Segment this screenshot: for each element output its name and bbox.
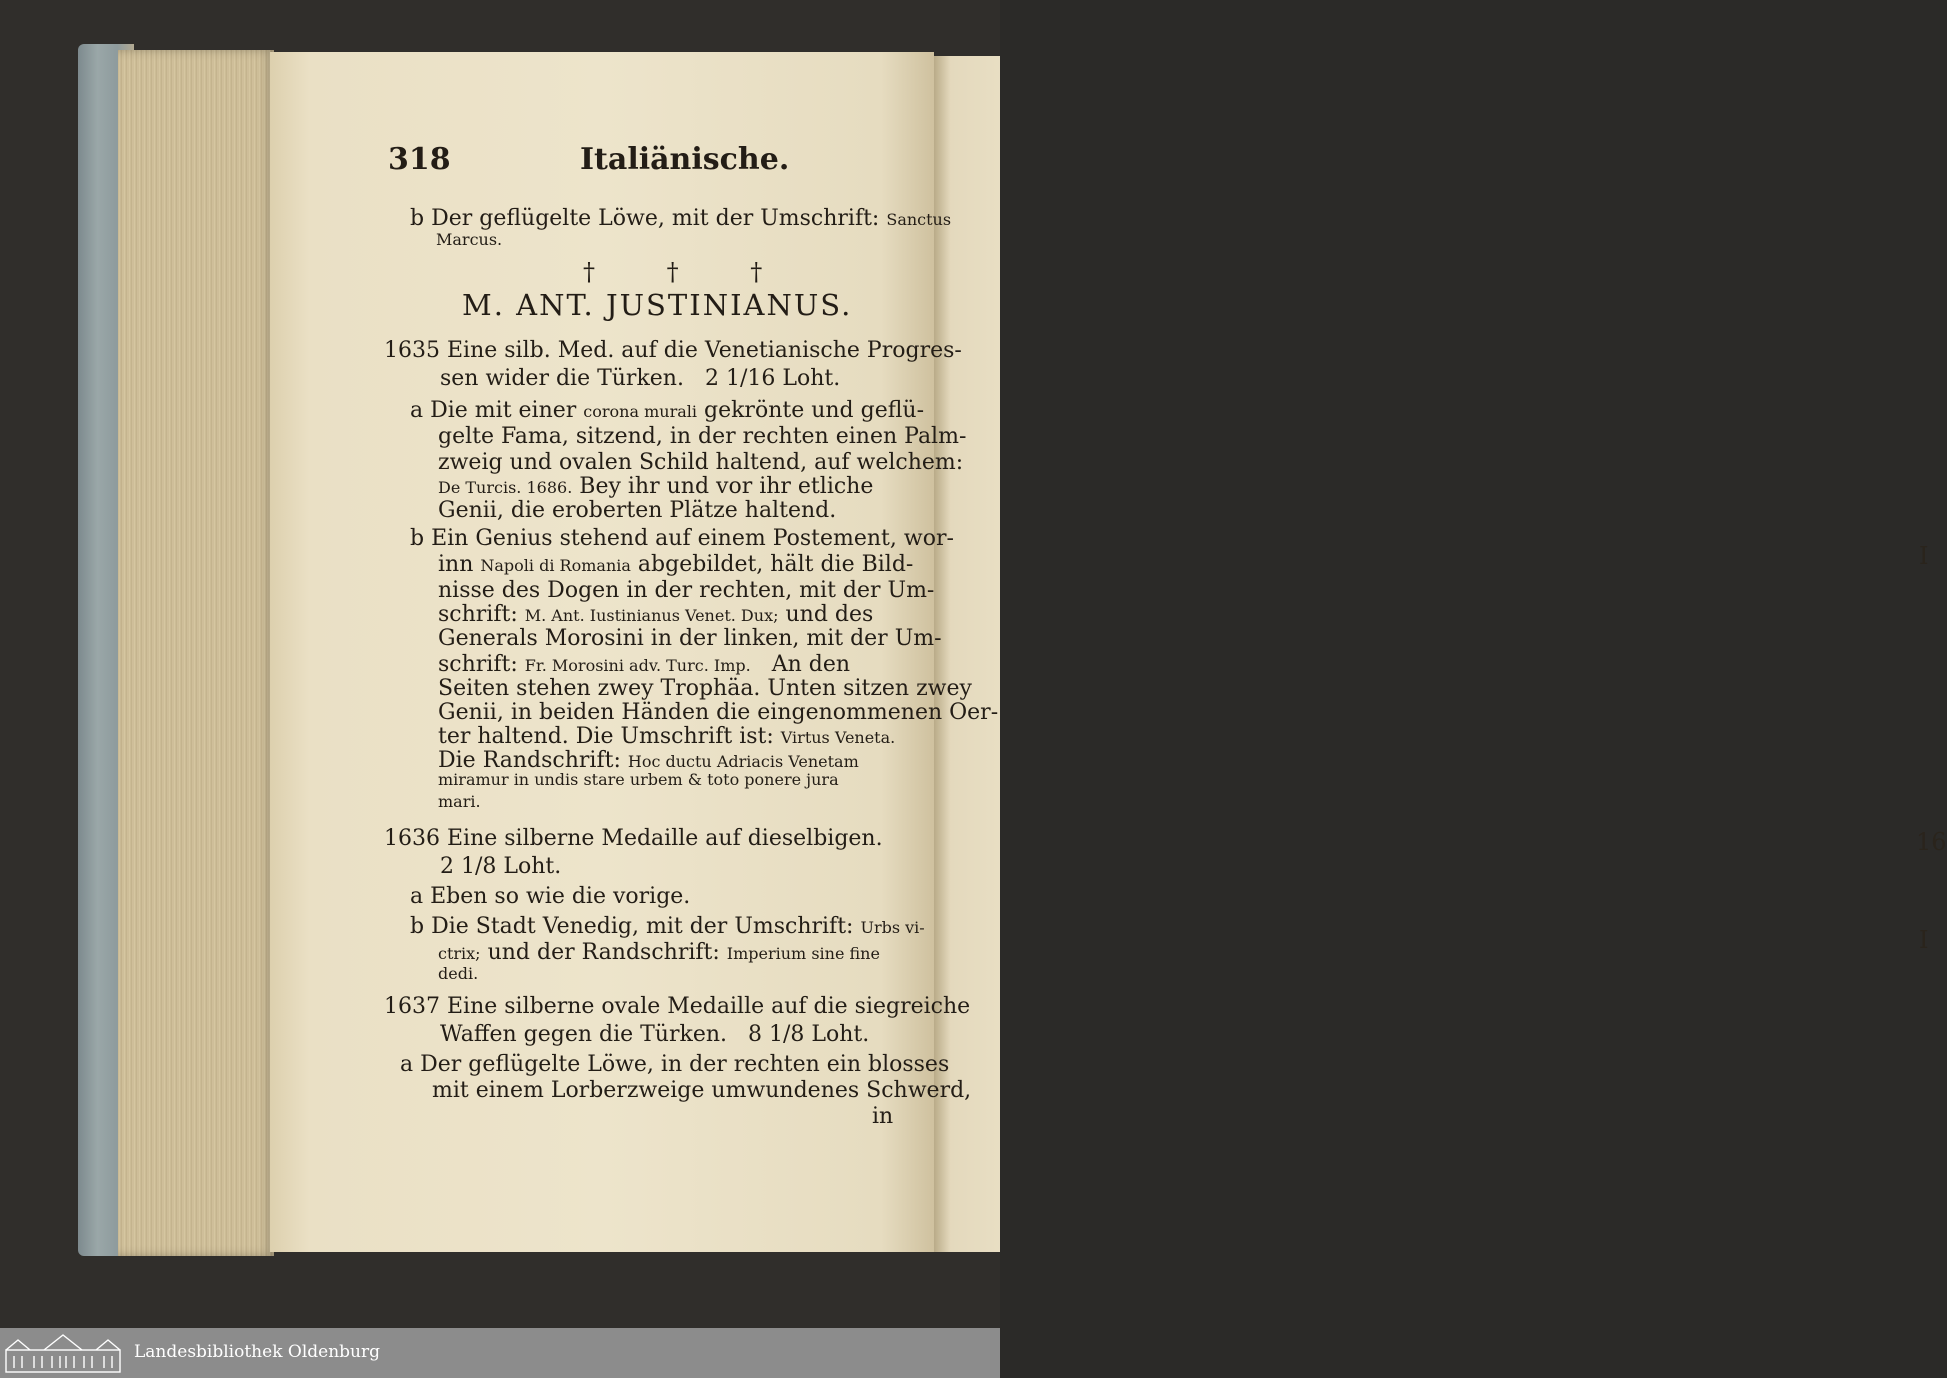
page-header [388,142,928,186]
text-line: sen wider die Türken. 2 1/16 Loht. [440,366,841,391]
text-line: Die Randschrift: Hoc ductu Adriacis Venetam [438,748,859,773]
text-line: gelte Fama, sitzend, in der rechten einen Palm- [438,424,967,449]
text-line: a Die mit einer corona murali gekrönte und geflü- [410,398,925,423]
page-number: 318 [388,142,451,177]
text-line: mari. [438,792,481,811]
text-line: De Turcis. 1686. Bey ihr und vor ihr etliche [438,474,874,499]
text-line: inn Napoli di Romania abgebildet, hält die Bild- [438,552,914,577]
running-title: Italiänische. [580,142,790,177]
text-line: b Die Stadt Venedig, mit der Umschrift: Urbs vi- [410,914,925,939]
text-line: a Eben so wie die vorige. [410,884,691,909]
facing-page-fragment: 16 [1916,828,1947,856]
text-line: a Der geflügelte Löwe, in der rechten ein blosses [400,1052,950,1077]
entry-1636-title: 1636 Eine silberne Medaille auf dieselbigen. [384,826,883,851]
text-line: Generals Morosini in der linken, mit der Um- [438,626,942,651]
facing-page-fragment: I [1919,542,1929,570]
text-line: Marcus. [436,230,503,249]
text-line: Seiten stehen zwey Trophäa. Unten sitzen zwey [438,676,972,701]
text-line: Waffen gegen die Türken. 8 1/8 Loht. [440,1022,870,1047]
section-ornament: † † † [583,258,795,286]
library-building-icon [4,1332,122,1374]
library-footer [0,1328,1000,1378]
entry-1637-title: 1637 Eine silberne ovale Medaille auf die siegreiche [384,994,971,1019]
text-line: mit einem Lorberzweige umwundenes Schwerd, [432,1078,972,1103]
text-line: Genii, in beiden Händen die eingenommenen Oer- [438,700,999,725]
page-edges [118,50,274,1256]
entry-1635-title: 1635 Eine silb. Med. auf die Venetianische Progres- [384,338,962,363]
facing-page-fragment: I [1919,926,1929,954]
text-line: Genii, die eroberten Plätze haltend. [438,498,837,523]
text-line: b Der geflügelte Löwe, mit der Umschrift: Sanctus [410,206,952,231]
text-line: b Ein Genius stehend auf einem Postement, wor- [410,526,954,551]
text-line: ter haltend. Die Umschrift ist: Virtus Veneta. [438,724,896,749]
text-line: miramur in undis stare urbem & toto ponere jura [438,770,839,789]
library-name: Landesbibliothek Oldenburg [134,1342,381,1362]
text-line: ctrix; und der Randschrift: Imperium sine fine [438,940,880,965]
text-line: schrift: M. Ant. Iustinianus Venet. Dux; und des [438,602,874,627]
section-heading: M. ANT. JUSTINIANUS. [462,288,853,322]
text-line: nisse des Dogen in der rechten, mit der Um- [438,578,935,603]
text-line: 2 1/8 Loht. [440,854,562,879]
text-line: zweig und ovalen Schild haltend, auf welchem: [438,450,964,475]
text-line: dedi. [438,964,479,983]
catchword: in [872,1104,894,1129]
text-line: schrift: Fr. Morosini adv. Turc. Imp. An den [438,652,851,677]
